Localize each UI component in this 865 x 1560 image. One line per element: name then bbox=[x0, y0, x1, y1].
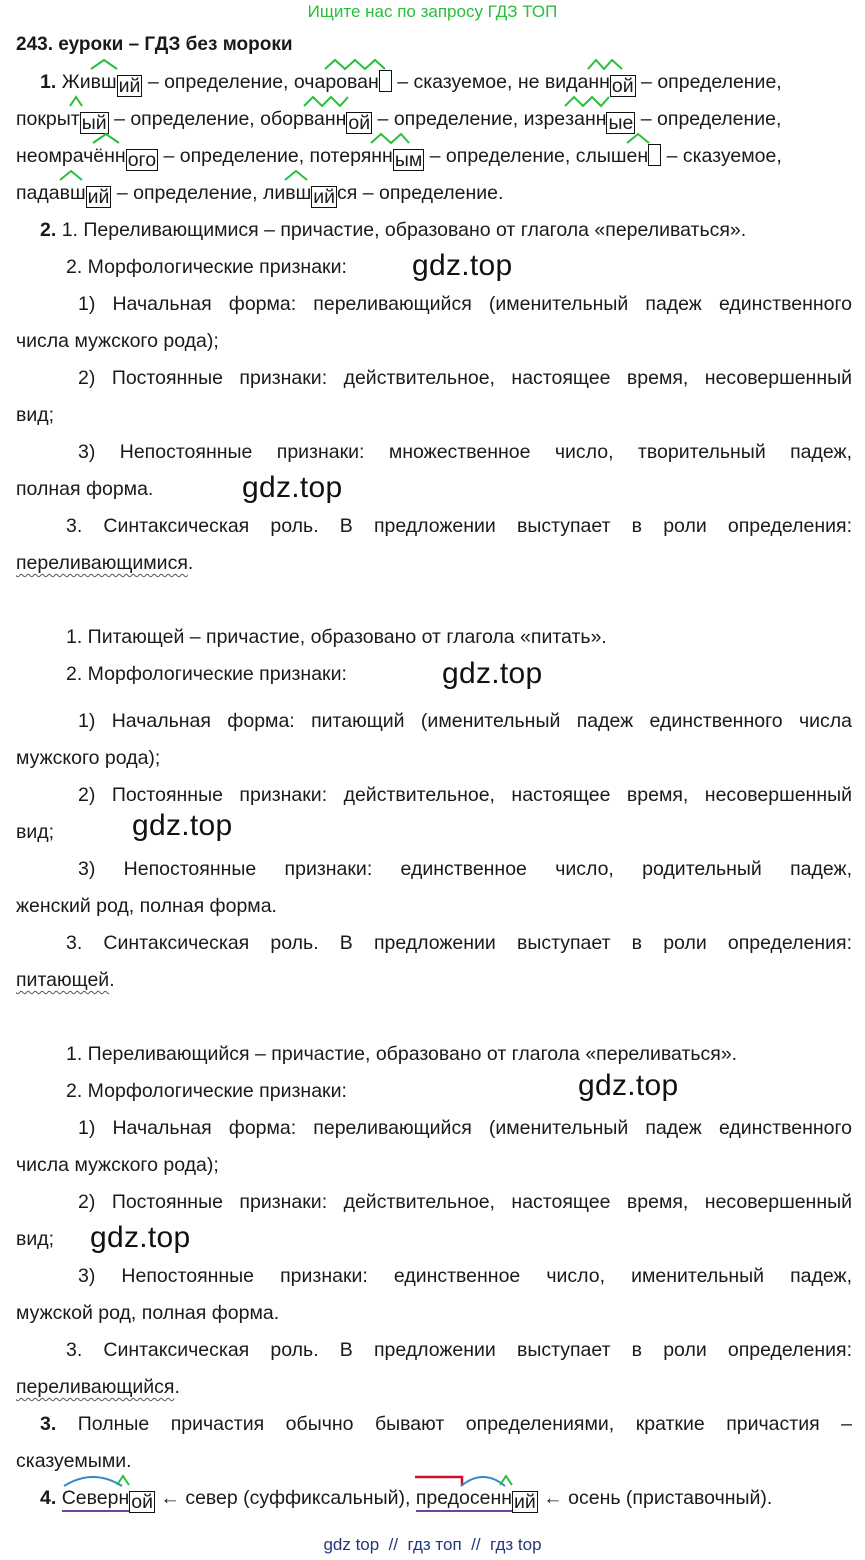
ending-box: ий bbox=[118, 75, 141, 97]
search-hint-link[interactable]: Ищите нас по запросу ГДЗ ТОП bbox=[307, 2, 558, 21]
suffix-mark: т bbox=[71, 107, 80, 131]
ending-box: ий bbox=[313, 186, 336, 208]
task1-line1: 1. Жи вш ий – определение, оча рован – сказуемое, не вида нн ой – определение, bbox=[40, 70, 782, 97]
task2-block2-p6a: 3. Синтаксическая роль. В предложении выступает в роли определения: bbox=[66, 932, 852, 954]
task2-block1-p3a: 1) Начальная форма: переливающийся (именительный падеж единственного bbox=[78, 293, 852, 315]
attribute-word: переливающимися bbox=[16, 552, 188, 574]
suffix-mark: ённ bbox=[93, 144, 125, 168]
root-arc: Север bbox=[62, 1486, 119, 1510]
watermark: gdz.top bbox=[442, 657, 543, 690]
task-number: 2. bbox=[40, 219, 57, 241]
task2-block2-p2: 2. Морфологические признаки: bbox=[66, 663, 347, 685]
suffix-mark: нн bbox=[371, 144, 393, 168]
task1-line2: покры т ый – определение, обор ванн ой – определение, изре занн ые – определение, bbox=[16, 107, 781, 134]
watermark: gdz.top bbox=[90, 1221, 191, 1254]
task4-line: 4. Север н ой ← север (суффиксальный), пред осен н ий ← осень (приставочный). bbox=[40, 1486, 772, 1513]
task3-line2: сказуемыми. bbox=[16, 1450, 132, 1472]
task-number: 1. bbox=[40, 71, 57, 93]
prefix-mark: пред bbox=[416, 1486, 459, 1510]
suffix-mark: н bbox=[118, 1486, 129, 1510]
task2-block3-p6b: переливающийся. bbox=[16, 1376, 180, 1398]
task2-block2-p6b: питающей. bbox=[16, 969, 115, 991]
word-base-predosenn bbox=[416, 1487, 512, 1512]
watermark: gdz.top bbox=[412, 249, 513, 282]
task1-line4: пада вш ий – определение, ли вш ий ся – определение. bbox=[16, 181, 503, 208]
ending-box: ые bbox=[608, 112, 634, 134]
ending-box-empty bbox=[379, 70, 392, 92]
task2-block1-p4b: вид; bbox=[16, 404, 55, 426]
task2-block2-p5b: женский род, полная форма. bbox=[16, 895, 277, 917]
watermark: gdz.top bbox=[242, 471, 343, 504]
task2-block3-p5a: 3) Непостоянные признаки: единственное число, именительный падеж, bbox=[78, 1265, 852, 1287]
ending-box: ого bbox=[127, 149, 157, 171]
task1-line3: неомрач ённ ого – определение, потеря нн ым – определение, слыш ен – сказуемое, bbox=[16, 144, 782, 171]
ending-box: ий bbox=[87, 186, 110, 208]
ending-box: ым bbox=[394, 149, 423, 171]
ending-box: ой bbox=[348, 112, 371, 134]
watermark: gdz.top bbox=[132, 809, 233, 842]
suffix-mark: н bbox=[501, 1486, 512, 1510]
root-arc: осен bbox=[459, 1486, 501, 1510]
task2-block3-p3a: 1) Начальная форма: переливающийся (именительный падеж единственного bbox=[78, 1117, 852, 1139]
task2-block1-p1: 2. 1. Переливающимися – причастие, образовано от глагола «переливаться». bbox=[40, 219, 747, 241]
page-title: 243. еуроки – ГДЗ без мороки bbox=[16, 34, 293, 55]
ending-box: ий bbox=[514, 1491, 536, 1513]
task2-block2-p3a: 1) Начальная форма: питающий (именительный падеж единственного числа bbox=[78, 710, 852, 732]
suffix-mark: занн bbox=[565, 107, 606, 131]
task2-block1-p6b: переливающимися. bbox=[16, 552, 194, 574]
ending-box: ый bbox=[81, 112, 107, 134]
suffix-mark: ен bbox=[627, 144, 649, 168]
task2-block2-p4b: вид; bbox=[16, 821, 55, 843]
task2-block3-p4b: вид; bbox=[16, 1228, 55, 1250]
task2-block3-p4a: 2) Постоянные признаки: действительное, настоящее время, несовершенный bbox=[78, 1191, 852, 1213]
ending-box-empty bbox=[648, 144, 661, 166]
task2-block2-p4a: 2) Постоянные признаки: действительное, настоящее время, несовершенный bbox=[78, 784, 852, 806]
task2-block1-p5a: 3) Непостоянные признаки: множественное число, творительный падеж, bbox=[78, 441, 852, 463]
attribute-word: питающей bbox=[16, 969, 110, 991]
suffix-mark: вш bbox=[91, 70, 117, 94]
task2-block1-p3b: числа мужского рода); bbox=[16, 330, 219, 352]
task2-block1-p5b: полная форма. bbox=[16, 478, 154, 500]
task-number: 4. bbox=[40, 1487, 57, 1509]
task2-block3-p2: 2. Морфологические признаки: bbox=[66, 1080, 347, 1102]
task2-block3-p5b: мужской род, полная форма. bbox=[16, 1302, 280, 1324]
task-number: 3. bbox=[40, 1413, 57, 1435]
task2-block3-p3b: числа мужского рода); bbox=[16, 1154, 219, 1176]
attribute-word: переливающийся bbox=[16, 1376, 175, 1398]
task2-block2-p5a: 3) Непостоянные признаки: единственное число, родительный падеж, bbox=[78, 858, 852, 880]
suffix-mark: вш bbox=[285, 181, 311, 205]
suffix-mark: ванн bbox=[304, 107, 347, 131]
task3-line1: 3. Полные причастия обычно бывают определениями, краткие причастия – bbox=[40, 1413, 852, 1435]
task2-block2-p3b: мужского рода); bbox=[16, 747, 161, 769]
suffix-mark: рован bbox=[325, 70, 378, 94]
ending-box: ой bbox=[611, 75, 634, 97]
task2-block3-p6a: 3. Синтаксическая роль. В предложении выступает в роли определения: bbox=[66, 1339, 852, 1361]
task2-block3-p1: 1. Переливающийся – причастие, образовано от глагола «переливаться». bbox=[66, 1043, 738, 1065]
task2-block1-p2: 2. Морфологические признаки: bbox=[66, 256, 347, 278]
suffix-mark: вш bbox=[60, 181, 86, 205]
ending-box: ой bbox=[131, 1491, 153, 1513]
task2-block2-p1: 1. Питающей – причастие, образовано от глагола «питать». bbox=[66, 626, 607, 648]
suffix-mark: нн bbox=[588, 70, 610, 94]
task2-block1-p6a: 3. Синтаксическая роль. В предложении выступает в роли определения: bbox=[66, 515, 852, 537]
watermark: gdz.top bbox=[578, 1069, 679, 1102]
word-base-severn bbox=[62, 1487, 130, 1512]
task2-block1-p4a: 2) Постоянные признаки: действительное, настоящее время, несовершенный bbox=[78, 367, 852, 389]
footer-links[interactable]: gdz top // гдз топ // гдз top bbox=[323, 1535, 542, 1554]
